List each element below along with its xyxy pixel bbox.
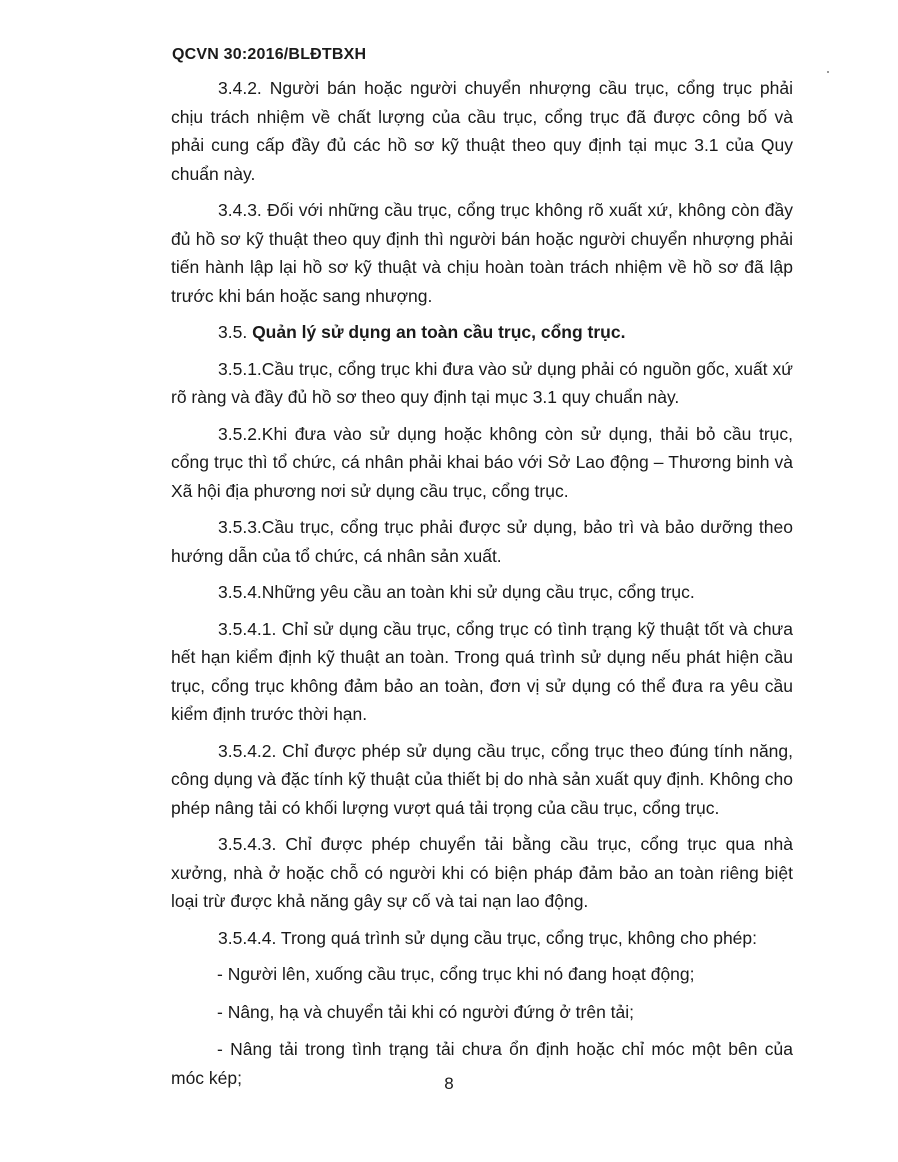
paragraph-3-5-2: 3.5.2.Khi đưa vào sử dụng hoặc không còn sử dụng, thải bỏ cầu trục, cổng trục thì tổ chức, cá nhân phải khai báo với Sở Lao động – Thương binh và Xã hội địa phương nơi sử dụng cầu trục, cổng trục. <box>171 423 793 501</box>
paragraph-3-5-4-3: 3.5.4.3. Chỉ được phép chuyển tải bằng cầu trục, cổng trục qua nhà xưởng, nhà ở hoặc chỗ có người khi có biện pháp đảm bảo an toàn riêng biệt loại trừ được khả năng gây sự cố và tai nạn lao động. <box>171 834 793 911</box>
paragraph-3-5-4: 3.5.4.Những yêu cầu an toàn khi sử dụng cầu trục, cổng trục. <box>218 582 695 602</box>
document-code-header: QCVN 30:2016/BLĐTBXH <box>172 46 367 63</box>
section-title: Quản lý sử dụng an toàn cầu trục, cổng trục. <box>252 322 626 342</box>
paragraph-3-5-1: 3.5.1.Cầu trục, cổng trục khi đưa vào sử dụng phải có nguồn gốc, xuất xứ rõ ràng và đầy đủ hồ sơ theo quy định tại mục 3.1 quy chuẩn này. <box>171 358 793 407</box>
paragraph-3-5-4-4: 3.5.4.4. Trong quá trình sử dụng cầu trục, cổng trục, không cho phép: <box>218 927 758 948</box>
scan-speck <box>827 71 829 73</box>
page-number: 8 <box>444 1074 454 1093</box>
section-number: 3.5. <box>218 322 253 342</box>
paragraph-3-5-4-2: 3.5.4.2. Chỉ được phép sử dụng cầu trục, cổng trục theo đúng tính năng, công dụng và đặc tính kỹ thuật của thiết bị do nhà sản xuất quy định. Không cho phép nâng tải có khối lượng vượt quá tải trọng của cầu trục, cổng trục. <box>171 740 793 818</box>
document-body <box>171 74 793 1101</box>
list-item: - Nâng, hạ và chuyển tải khi có người đứng ở trên tải; <box>217 1001 635 1022</box>
list-item: - Nâng tải trong tình trạng tải chưa ổn định hoặc chỉ móc một bên của móc kép; <box>171 1039 793 1088</box>
paragraph-3-4-2: 3.4.2. Người bán hoặc người chuyển nhượng cầu trục, cổng trục phải chịu trách nhiệm về chất lượng của cầu trục, cổng trục đã được công bố và phải cung cấp đầy đủ các hồ sơ kỹ thuật theo quy định tại mục 3.1 của Quy chuẩn này. <box>171 78 793 184</box>
paragraph-3-5-3: 3.5.3.Cầu trục, cổng trục phải được sử dụng, bảo trì và bảo dưỡng theo hướng dẫn của tổ chức, cá nhân sản xuất. <box>171 517 793 566</box>
paragraph-3-4-3: 3.4.3. Đối với những cầu trục, cổng trục không rõ xuất xứ, không còn đầy đủ hồ sơ kỹ thuật theo quy định thì người bán hoặc người chuyển nhượng phải tiến hành lập lại hồ sơ kỹ thuật và chịu hoàn toàn trách nhiệm về hồ sơ đã lập trước khi bán hoặc sang nhượng. <box>171 200 793 306</box>
paragraph-3-5-4-1: 3.5.4.1. Chỉ sử dụng cầu trục, cổng trục có tình trạng kỹ thuật tốt và chưa hết hạn kiểm định kỹ thuật an toàn. Trong quá trình sử dụng nếu phát hiện cầu trục, cổng trục không đảm bảo an toàn, đơn vị sử dụng có thể đưa ra yêu cầu kiểm định trước thời hạn. <box>171 618 793 724</box>
list-item: - Người lên, xuống cầu trục, cổng trục khi nó đang hoạt động; <box>217 964 695 984</box>
section-heading-3-5 <box>171 318 793 347</box>
